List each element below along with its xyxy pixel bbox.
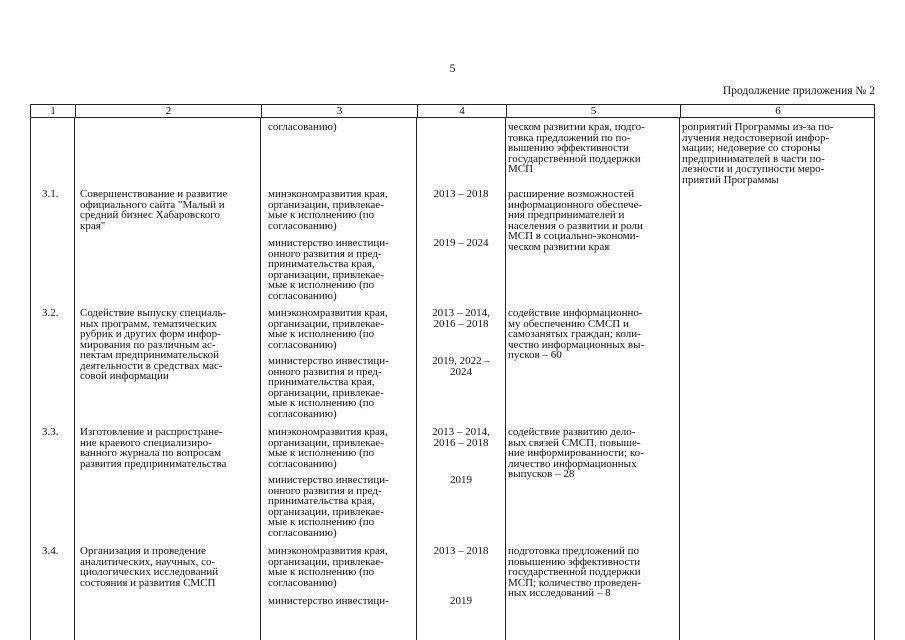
header-col-6: 6 [775,105,781,117]
header-col-4: 4 [459,105,465,117]
row-period-b: 2019 – 2024 [433,237,489,249]
row-period-a: 2013 – 2018 [433,545,489,557]
row-period-a: 2013 – 2018 [433,188,489,200]
header-col-2: 2 [165,105,172,117]
row-number: 3.1. [42,188,59,200]
table-header [30,104,875,118]
row-executor-b: министерство инвестици- онного развития и пред- принимательства края, организации, привлекае- мые к исполнению (по согласованию) [268,237,389,302]
carryover-result: ческом развитии края, подго- товка предложений по по- вышению эффективности государственной поддержки МСП [508,121,645,175]
header-col-3: 3 [336,105,343,117]
row-period-a: 2013 – 2014, 2016 – 2018 [432,426,490,449]
row-number: 3.3. [42,426,59,438]
row-result: расширение возможностей информационного обеспече- ния предпринимателей и населения о развитии и роли МСП в социально-экономи- ческом развитии края [508,188,643,253]
column-divider [679,118,680,640]
row-period-b: 2019, 2022 – 2024 [432,355,490,378]
column-divider [416,118,417,640]
row-result: содействие информационно- му обеспечению СМСП и самозанятых граждан; коли- чество информационных вы- пусков – 60 [508,307,645,361]
row-name: Содействие выпуску специаль- ных программ, тематических рубрик и других форм инфор- мирования по различным ас- пектам предпринимательской деятельности в средствах мас- совой информации [80,307,227,382]
row-executor-b: министерство инвестици- онного развития и пред- принимательства края, организации, привлекае- мые к исполнению (по согласованию) [268,474,389,539]
row-period-b: 2019 [450,595,472,607]
column-divider [260,118,261,640]
row-period-a: 2013 – 2014, 2016 – 2018 [432,307,490,330]
row-executor-a: минэкономразвития края, организации, привлекае- мые к исполнению (по согласованию) [268,426,388,470]
row-executor-a: минэкономразвития края, организации, привлекае- мые к исполнению (по согласованию) [268,545,388,589]
table-border-right [874,118,875,640]
continuation-label: Продолжение приложения № 2 [722,85,875,97]
header-col-1: 1 [50,105,56,117]
row-result: подготовка предложений по повышению эффективности государственной поддержки МСП; количество проведен- ных исследований – 8 [508,545,641,599]
page-number: 5 [449,61,456,75]
row-name: Изготовление и распростране- ние краевого специализиро- ванного журнала по вопросам развития предпринимательства [80,426,227,470]
header-col-5: 5 [590,105,597,117]
row-name: Совершенствование и развитие официального сайта "Малый и средний бизнес Хабаровского края" [80,188,228,232]
row-executor-b: министерство инвестици- [268,595,389,607]
row-executor-a: минэкономразвития края, организации, привлекае- мые к исполнению (по согласованию) [268,307,388,351]
row-result: содействие развитию дело- вых связей СМСП, повыше- ние информированности; ко- личество информационных выпусков – 28 [508,426,644,480]
row-period-b: 2019 [450,474,472,486]
column-divider [505,118,506,640]
carryover-executor: согласованию) [268,121,337,133]
row-executor-b: министерство инвестици- онного развития и пред- принимательства края, организации, привлекае- мые к исполнению (по согласованию) [268,355,389,420]
column-divider [74,118,75,640]
row-executor-a: минэкономразвития края, организации, привлекае- мые к исполнению (по согласованию) [268,188,388,232]
row-number: 3.2. [42,307,59,319]
row-number: 3.4. [42,545,59,557]
row-name: Организация и проведение аналитических, научных, со- циологических исследований состояния и развития СМСП [80,545,219,589]
carryover-risk: роприятий Программы из-за по- лучения недостоверной инфор- мации; недоверие со стороны предпринимателей в части по- лезности и доступности меро- приятий Программы [682,121,834,186]
table-border-left [30,118,31,640]
